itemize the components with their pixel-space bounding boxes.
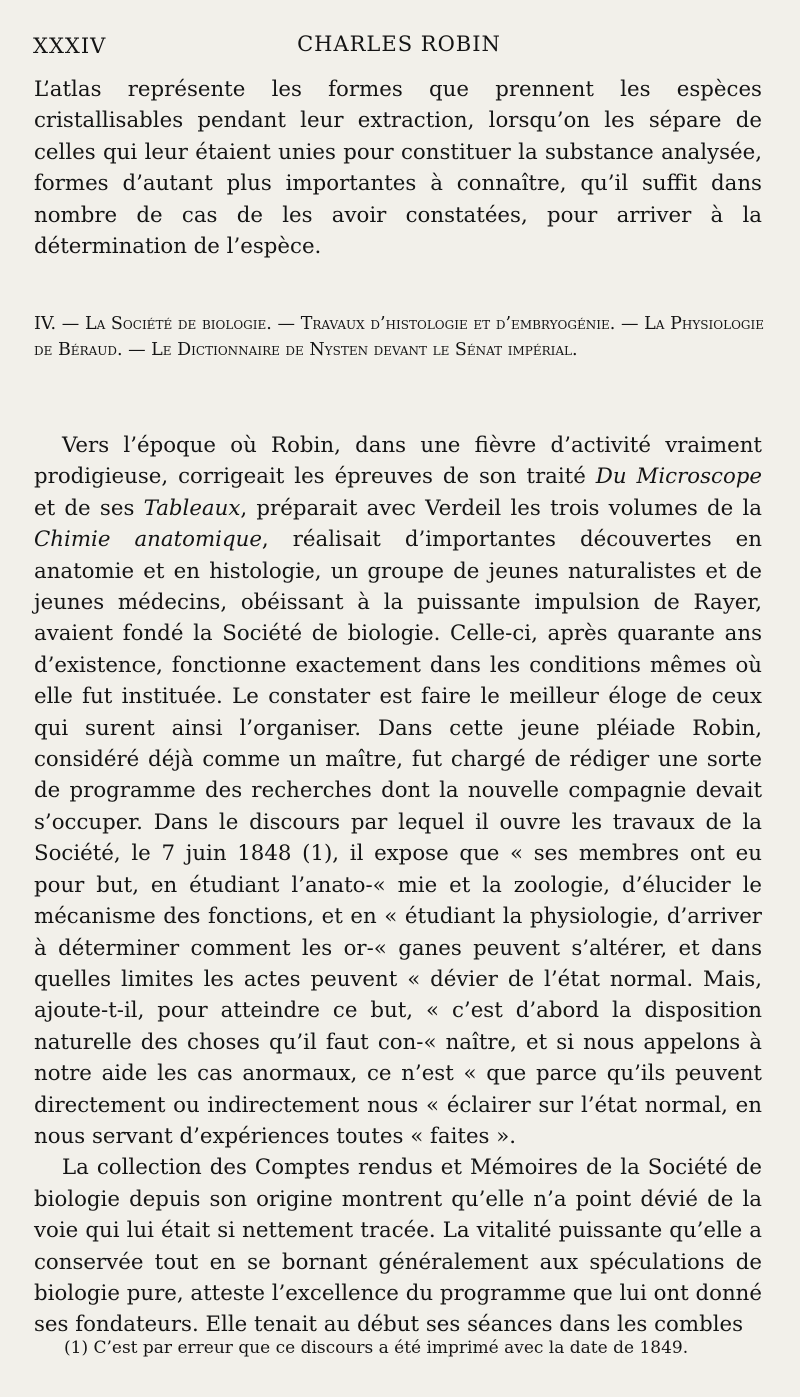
main-text: [34, 430, 762, 1341]
section-heading-text: IV. — La Société de biologie. — Travaux d’histologie et d’embryogénie. — La Physiologie de Béraud. — Le Dictionnaire de Nysten devant le Sénat impérial.: [34, 314, 764, 360]
text-run: , préparait avec Verdeil les trois volumes de la: [240, 495, 763, 521]
paragraph-collection: La collection des Comptes rendus et Mémoires de la Société de biologie depuis son origine montrent qu’elle n’a point dévié de la voie qui lui était si nettement tracée. La vitalité puissante qu’elle a conservée tout en se bornant généralement aux spéculations de biologie pure, atteste l’excellence du programme que lui ont donné ses fondateurs. Elle tenait au début ses séances dans les combles: [34, 1155, 762, 1338]
paragraph-societe: [34, 430, 762, 1152]
footnote: (1) C’est par erreur que ce discours a été imprimé avec la date de 1849.: [64, 1338, 689, 1358]
running-title: CHARLES ROBIN: [297, 32, 501, 56]
text-run: et de ses: [34, 495, 144, 521]
page-header: [33, 30, 765, 64]
text-run: Vers l’époque où Robin, dans une fièvre d’activité vraiment prodigieuse, corrigeait les épreuves de son traité: [34, 433, 762, 490]
paragraph-text: L’atlas représente les formes que prennent les espèces cristallisables pendant leur extraction, lorsqu’on les sépare de celles qui leur étaient unies pour constituer la substance analysée, formes d’autant plus importantes à connaître, qu’il suffit dans nombre de cas de les avoir constatées, pour arriver à la détermination de l’espèce.: [34, 77, 762, 260]
section-heading: [34, 311, 764, 363]
page-number: XXXIV: [33, 34, 107, 58]
paragraph-atlas: [34, 74, 762, 262]
book-title-chimie: Chimie anatomique: [34, 527, 262, 553]
book-title-microscope: Du Microscope: [595, 464, 763, 490]
text-run: , réalisait d’importantes découvertes en anatomie et en histologie, un groupe de jeunes naturalistes et de jeunes médecins, obéissant à la puissante impulsion de Rayer, avaient fondé la Société de biologie. Celle-ci, après quarante ans d’existence, fonctionne exactement dans les conditions mêmes où elle fut instituée. Le constater est faire le meilleur éloge de ceux qui surent ainsi l’organiser. Dans cette jeune pléiade Robin, considéré déjà comme un maître, fut chargé de rédiger une sorte de programme des recherches dont la nouvelle compagnie devait s’occuper. Dans le discours par lequel il ouvre les travaux de la Société, le 7 juin 1848 (1), il expose que « ses membres ont eu pour but, en étudiant l’anato-« mie et la zoologie, d’élucider le mécanisme des fonctions, et en « étudiant la physiologie, d’arriver à déterminer comment les or-« ganes peuvent s’altérer, et dans quelles limites les actes peuvent « dévier de l’état normal. Mais, ajoute-t-il, pour atteindre ce but, « c’est d’abord la disposition naturelle des choses qu’il faut con-« naître, et si nous appelons à notre aide les cas anormaux, ce n’est « que parce qu’ils peuvent directement ou indirectement nous « éclairer sur l’état normal, en nous servant d’expériences toutes « faites ».: [34, 527, 762, 1149]
book-title-tableaux: Tableaux: [143, 495, 241, 521]
